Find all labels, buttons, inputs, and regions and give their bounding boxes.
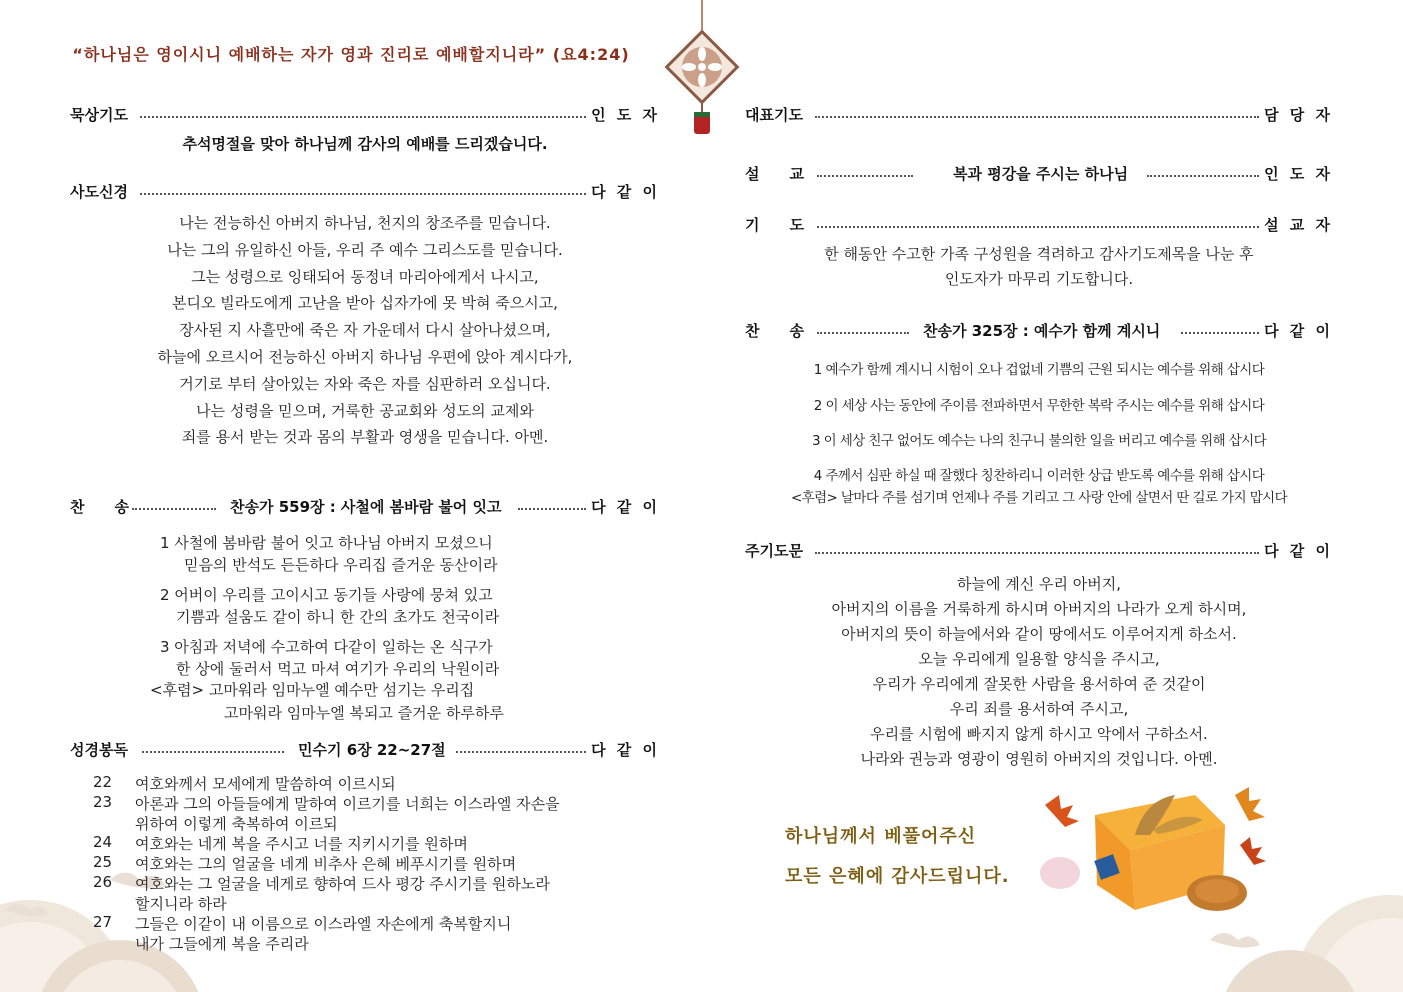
lyric-line: 4 주께서 심판 하실 때 잘했다 칭찬하리니 이러한 상급 받도록 예수를 위해 삽시다 — [813, 468, 1265, 484]
leader-dots — [815, 116, 1259, 118]
reading-title: 민수기 6장 22~27절 — [298, 741, 446, 759]
verse-number: 25 — [93, 853, 113, 871]
leader-dots — [132, 508, 216, 510]
section-label: 대표기도 — [745, 106, 803, 124]
text-line: 하늘에 계신 우리 아버지, — [957, 575, 1121, 593]
creed-line: 그는 성령으로 잉태되어 동정녀 마리아에게서 나시고, — [191, 267, 539, 286]
section-creed — [70, 181, 660, 203]
section-hymn-right — [745, 320, 1333, 342]
verse-number: 24 — [93, 833, 113, 851]
lyric-line: 고마워라 임마누엘 복되고 즐거운 하루하루 — [224, 704, 504, 722]
text-line: 한 해동안 수고한 가족 구성원을 격려하고 감사기도제목을 나눈 후 — [824, 245, 1254, 263]
creed-line: 거기로 부터 살아있는 자와 죽은 자를 심판하러 오십니다. — [179, 374, 551, 393]
section-label: 기 도 — [745, 216, 804, 234]
section-moksang — [70, 104, 660, 126]
gift-box-illustration — [1035, 775, 1275, 915]
verse-number: 22 — [93, 773, 113, 791]
moksang-text — [70, 133, 660, 154]
lyric-line: 3 이 세상 친구 없어도 예수는 나의 친구니 불의한 일을 버리고 예수를 위해 삽시다 — [811, 433, 1267, 449]
section-role: 담 당 자 — [1264, 106, 1333, 124]
verse-text: 여호와께서 모세에게 말씀하여 이르시되 — [135, 775, 396, 793]
lyric-line: 1 사철에 봄바람 불어 잇고 하나님 아버지 모셨으니 — [160, 534, 493, 552]
leader-dots — [142, 751, 284, 753]
section-sermon — [745, 163, 1333, 185]
leader-dots — [1147, 175, 1259, 177]
section-label: 성경봉독 — [70, 741, 128, 759]
text-line: 아버지의 이름을 거룩하게 하시며 아버지의 나라가 오게 하시며, — [831, 600, 1247, 618]
creed-line: 장사된 지 사흘만에 죽은 자 가운데서 다시 살아나셨으며, — [179, 321, 551, 340]
section-gido — [745, 214, 1333, 236]
lyric-line: 1 예수가 함께 계시니 시험이 오나 겁없네 기쁨의 근원 되시는 예수를 위해 삽시다 — [813, 362, 1265, 378]
creed-line: 나는 그의 유일하신 아들, 우리 주 예수 그리스도를 믿습니다. — [167, 240, 563, 259]
section-prayer — [745, 104, 1333, 126]
lyric-line: <후렴> 고마워라 임마누엘 예수만 섬기는 우리집 — [150, 681, 475, 699]
section-role: 다 같 이 — [591, 741, 660, 759]
leader-dots — [140, 193, 586, 195]
verse-text: 여호와는 그의 얼굴을 네게 비추사 은혜 베푸시기를 원하며 — [135, 855, 517, 873]
gido-text — [745, 242, 1333, 292]
verse-text: 위하여 이렇게 축복하여 이르되 — [135, 815, 338, 833]
header-verse: “하나님은 영이시니 예배하는 자가 영과 진리로 예배할지니라” (요4:24) — [72, 45, 630, 64]
leader-dots — [817, 332, 909, 334]
text-line: 우리가 우리에게 잘못한 사람을 용서하여 준 것같이 — [872, 675, 1206, 693]
section-role: 설 교 자 — [1264, 216, 1333, 234]
verse-text: 내가 그들에게 복을 주리라 — [135, 935, 309, 953]
section-lordsprayer — [745, 540, 1333, 562]
section-role: 다 같 이 — [1264, 322, 1333, 340]
section-label: 설 교 — [745, 165, 804, 183]
creed-line: 죄를 용서 받는 것과 몸의 부활과 영생을 믿습니다. 아멘. — [181, 428, 549, 447]
section-label: 찬 송 — [70, 498, 129, 516]
leader-dots — [817, 226, 1259, 228]
creed-line: 본디오 빌라도에게 고난을 받아 십자가에 못 박혀 죽으시고, — [172, 294, 558, 313]
lyric-line: 믿음의 반석도 든든하다 우리집 즐거운 동산이라 — [184, 556, 498, 574]
verse-text: 할지니라 하라 — [135, 895, 227, 913]
lyric-line: 2 어버이 우리를 고이시고 동기들 사랑에 뭉쳐 있고 — [160, 586, 493, 604]
hymn-title: 찬송가 325장 : 예수가 함께 계시니 — [923, 322, 1161, 340]
verse-text: 그들은 이같이 내 이름으로 이스라엘 자손에게 축복할지니 — [135, 915, 512, 933]
text-line: 아버지의 뜻이 하늘에서와 같이 땅에서도 이루어지게 하소서. — [841, 625, 1237, 643]
creed-line: 나는 전능하신 아버지 하나님, 천지의 창조주를 믿습니다. — [179, 214, 551, 232]
hymn-title: 찬송가 559장 : 사철에 봄바람 불어 잇고 — [230, 498, 502, 516]
leader-dots — [817, 175, 913, 177]
leader-dots — [518, 508, 586, 510]
creed-text — [70, 210, 660, 451]
leader-dots — [140, 116, 586, 118]
scripture-verses — [93, 773, 673, 973]
text-line: 인도자가 마무리 기도합니다. — [944, 270, 1134, 288]
section-role: 다 같 이 — [1264, 542, 1333, 560]
section-label: 묵상기도 — [70, 106, 128, 124]
verse-text: 여호와는 그 얼굴을 네게로 향하여 드사 평강 주시기를 원하노라 — [135, 875, 550, 893]
lordsprayer-text — [745, 572, 1333, 772]
text-line: 오늘 우리에게 일용할 양식을 주시고, — [918, 650, 1160, 668]
text-line: 추석명절을 맞아 하나님께 감사의 예배를 드리겠습니다. — [182, 135, 548, 153]
section-role: 다 같 이 — [591, 498, 660, 516]
leader-dots — [815, 552, 1259, 554]
verse-number: 23 — [93, 793, 113, 811]
section-label: 찬 송 — [745, 322, 804, 340]
text-line: 나라와 권능과 영광이 영원히 아버지의 것입니다. 아멘. — [860, 750, 1218, 768]
leader-dots — [456, 751, 586, 753]
text-line: 우리를 시험에 빠지지 않게 하시고 악에서 구하소서. — [870, 725, 1208, 743]
section-role: 인 도 자 — [1264, 165, 1333, 183]
lyric-line: 2 이 세상 사는 동안에 주이름 전파하면서 무한한 복락 주시는 예수를 위해 삽시다 — [813, 398, 1265, 414]
leader-dots — [1181, 332, 1259, 334]
lyric-line: 3 아침과 저녁에 수고하여 다같이 일하는 온 식구가 — [160, 638, 493, 656]
lyric-line: <후렴> 날마다 주를 섬기며 언제나 주를 기리고 그 사랑 안에 살면서 딴 길로 가지 맙시다 — [790, 490, 1288, 506]
creed-line: 나는 성령을 믿으며, 거룩한 공교회와 성도의 교제와 — [196, 401, 534, 420]
section-label: 사도신경 — [70, 183, 128, 201]
verse-number: 26 — [93, 873, 113, 891]
section-hymn-left — [70, 496, 660, 518]
text-line: 우리 죄를 용서하여 주시고, — [949, 700, 1129, 718]
verse-text: 아론과 그의 아들들에게 말하여 이르기를 너희는 이스라엘 자손을 — [135, 795, 560, 813]
sermon-title: 복과 평강을 주시는 하나님 — [953, 165, 1129, 183]
verse-text: 여호와는 네게 복을 주시고 너를 지키시기를 원하며 — [135, 835, 468, 853]
section-label: 주기도문 — [745, 542, 803, 560]
section-reading — [70, 739, 660, 761]
thanks-message-line-2: 모든 은혜에 감사드립니다. — [785, 866, 1010, 887]
verse-number: 27 — [93, 913, 113, 931]
creed-line: 하늘에 오르시어 전능하신 아버지 하나님 우편에 앉아 계시다가, — [157, 347, 573, 366]
thanks-message-line-1: 하나님께서 베풀어주신 — [785, 826, 977, 847]
lyric-line: 기쁨과 설움도 같이 하니 한 간의 초가도 천국이라 — [176, 608, 500, 626]
lyric-line: 한 상에 둘러서 먹고 마셔 여기가 우리의 낙원이라 — [176, 660, 500, 678]
section-role: 인 도 자 — [591, 106, 660, 124]
section-role: 다 같 이 — [591, 183, 660, 201]
hanging-ornament-icon — [660, 0, 744, 140]
